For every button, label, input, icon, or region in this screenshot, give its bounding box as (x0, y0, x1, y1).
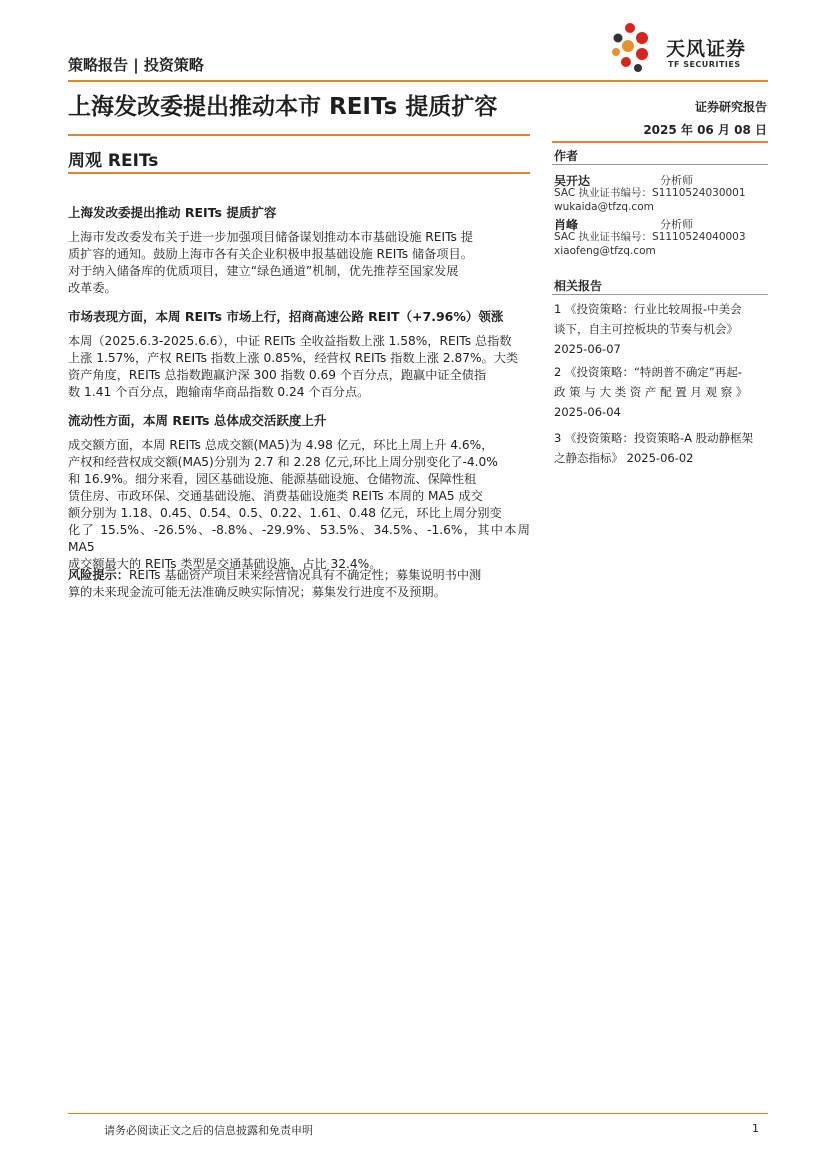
subtitle-divider (68, 172, 530, 174)
authors-heading: 作者 (554, 149, 579, 163)
text-line: 成交额最大的 REITs 类型是交通基础设施，占比 32.4%。 (68, 557, 382, 571)
title-divider (68, 134, 530, 136)
author-name: 肖峰 (554, 218, 579, 232)
author-card (554, 170, 768, 214)
text-line: 本周（2025.6.3-2025.6.6），中证 REITs 全收益指数上涨 1.58%，REITs 总指数 (68, 334, 512, 348)
author-name: 吴开达 (554, 174, 591, 188)
related-date: 2025-06-07 (554, 342, 621, 356)
section-body (68, 333, 530, 401)
text-line: 额分别为 1.18、0.45、0.54、0.5、0.22、1.61、0.48 亿元，环比上周分别变 (68, 506, 502, 520)
page-subtitle: 周观 REITs (68, 151, 159, 171)
risk-warning (68, 567, 530, 601)
related-title: 1 《投资策略：行业比较周报-中美会 (554, 302, 742, 316)
related-title: 谈下，自主可控板块的节奏与机会》 (554, 322, 738, 336)
report-category: 策略报告 | 投资策略 (68, 56, 204, 74)
author-email[interactable]: xiaofeng@tfzq.com (554, 245, 656, 257)
text-line: 数 1.41 个百分点，跑输南华商品指数 0.24 个百分点。 (68, 385, 370, 399)
text-line: 产权和经营权成交额(MA5)分别为 2.7 和 2.28 亿元,环比上周分别变化了-4.0% (68, 455, 498, 469)
risk-text: 算的未来现金流可能无法准确反映实际情况；募集发行进度不及预期。 (68, 585, 446, 599)
related-date: 2025-06-04 (554, 405, 621, 419)
related-title: 之静态指标》 2025-06-02 (554, 451, 694, 465)
text-line: 资产角度，REITs 总指数跑赢沪深 300 指数 0.69 个百分点，跑赢中证全债指 (68, 368, 487, 382)
author-role: 分析师 (660, 218, 693, 231)
text-line: 质扩容的通知。鼓励上海市各有关企业积极申报基础设施 REITs 储备项目。 (68, 247, 473, 261)
author-card (554, 214, 768, 258)
page-title: 上海发改委提出推动本市 REITs 提质扩容 (68, 94, 498, 120)
related-title: 3 《投资策略：投资策略-A 股动静框架 (554, 431, 754, 445)
risk-text: REITs 基础资产项目未来经营情况具有不确定性；募集说明书中测 (128, 568, 482, 582)
related-heading: 相关报告 (554, 279, 603, 293)
cert-number: S1110524040003 (652, 231, 746, 243)
header-divider (68, 80, 768, 82)
report-date: 2025 年 06 月 08 日 (643, 123, 767, 137)
related-report[interactable] (554, 428, 768, 468)
disclaimer-text: 请务必阅读正文之后的信息披露和免责申明 (104, 1124, 313, 1137)
section-body (68, 229, 530, 297)
related-rule (552, 294, 768, 295)
text-line: 对于纳入储备库的优质项目，建立“绿色通道”机制，优先推荐至国家发展 (68, 264, 459, 278)
authors-rule (552, 164, 768, 165)
related-title: 政 策 与 大 类 资 产 配 置 月 观 察 》 (554, 385, 748, 399)
text-line: 成交额方面，本周 REITs 总成交额(MA5)为 4.98 亿元，环比上周上升 4.6%， (68, 438, 494, 452)
section-heading: 流动性方面，本周 REITs 总体成交活跃度上升 (68, 413, 327, 428)
logo-text-cn: 天风证券 (666, 38, 747, 60)
report-type: 证券研究报告 (694, 100, 767, 114)
related-report[interactable] (554, 299, 768, 359)
text-line: 上涨 1.57%，产权 REITs 指数上涨 0.85%，经营权 REITs 指数上涨 2.87%。大类 (68, 351, 519, 365)
related-title: 2 《投资策略：“特朗普不确定”再起- (554, 365, 743, 379)
section-body (68, 437, 530, 573)
author-role: 分析师 (660, 174, 693, 187)
related-report[interactable] (554, 362, 768, 422)
text-line: 化了 15.5%、-26.5%、-8.8%、-29.9%、53.5%、34.5%、-1.6%，其中本周 MA5 (68, 523, 530, 554)
footer-divider (68, 1113, 768, 1114)
cert-label: SAC 执业证书编号： (554, 187, 653, 199)
logo-mark-icon (608, 20, 664, 76)
company-logo (608, 20, 768, 76)
text-line: 和 16.9%。细分来看，园区基础设施、能源基础设施、仓储物流、保障性租 (68, 472, 477, 486)
cert-number: S1110524030001 (652, 187, 746, 199)
text-line: 上海市发改委发布关于进一步加强项目储备谋划推动本市基础设施 REITs 提 (68, 230, 473, 244)
author-email[interactable]: wukaida@tfzq.com (554, 201, 654, 213)
risk-label: 风险提示： (68, 568, 129, 582)
sidebar-divider (552, 141, 768, 143)
text-line: 改革委。 (68, 281, 117, 295)
logo-text-en: TF SECURITIES (668, 60, 741, 69)
cert-label: SAC 执业证书编号： (554, 231, 653, 243)
page-number: 1 (752, 1122, 759, 1135)
section-heading: 市场表现方面，本周 REITs 市场上行，招商高速公路 REIT（+7.96%）领涨 (68, 309, 504, 324)
text-line: 赁住房、市政环保、交通基础设施、消费基础设施类 REITs 本周的 MA5 成交 (68, 489, 483, 503)
section-heading: 上海发改委提出推动 REITs 提质扩容 (68, 205, 277, 220)
